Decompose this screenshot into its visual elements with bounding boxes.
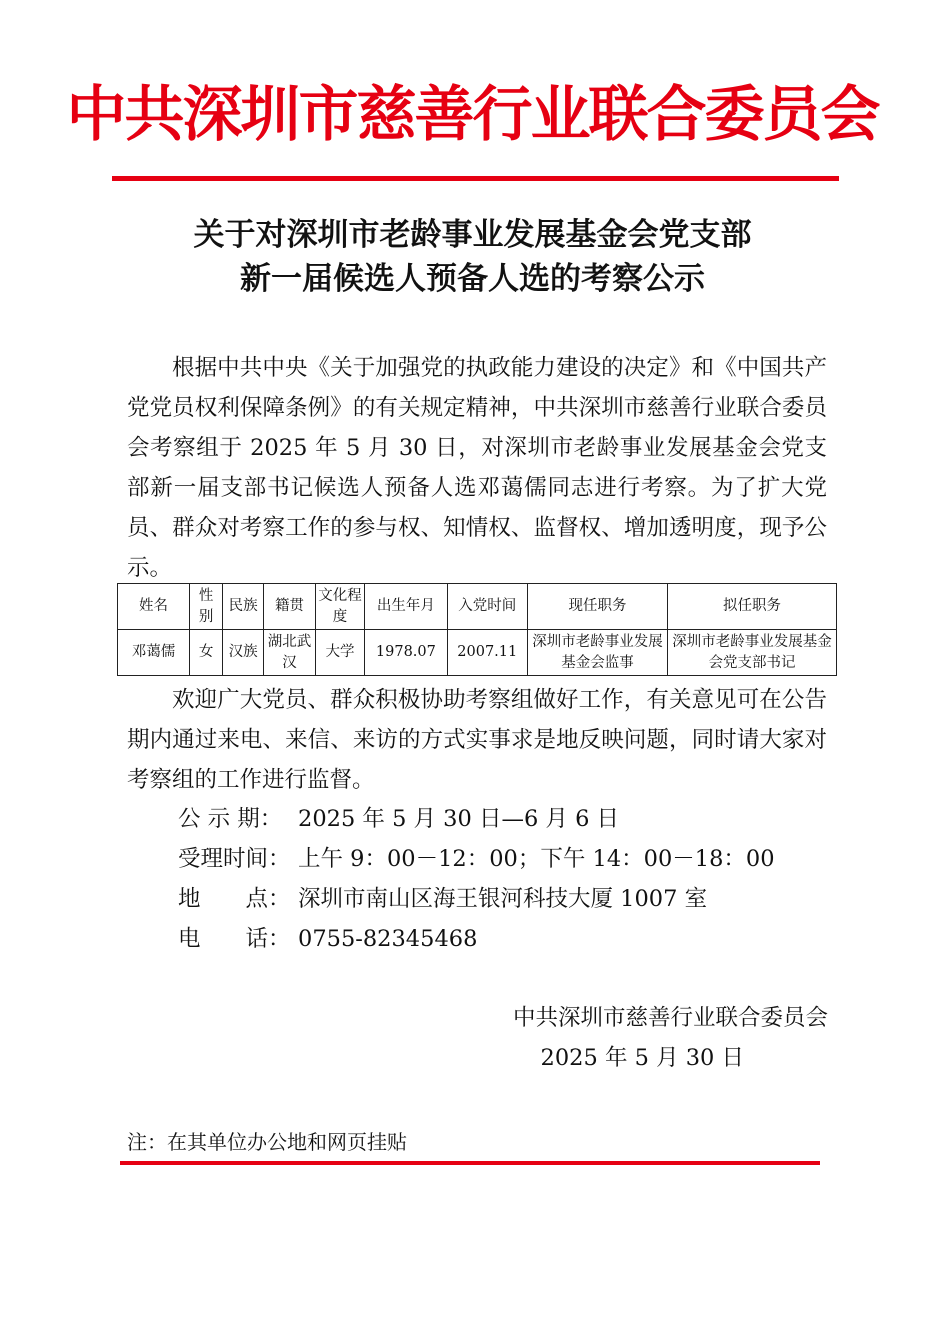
table-header-cell: 拟任职务 — [668, 584, 837, 630]
table-cell: 湖北武汉 — [264, 630, 316, 676]
phone-value: 0755-82345468 — [298, 926, 478, 952]
table-header-cell: 籍贯 — [264, 584, 316, 630]
table-header-cell: 文化程度 — [315, 584, 364, 630]
table-header-cell: 性别 — [190, 584, 223, 630]
address — [178, 879, 707, 919]
signature-org: 中共深圳市慈善行业联合委员会 — [512, 1005, 828, 1031]
table-header-cell: 民族 — [223, 584, 264, 630]
posting-note: 注：在其单位办公地和网页挂贴 — [127, 1130, 407, 1154]
table-cell: 女 — [190, 630, 223, 676]
phone-label: 电 话： — [178, 926, 291, 952]
office-hours-value: 上午 9：00－12：00；下午 14：00－18：00 — [298, 846, 775, 872]
table-cell: 深圳市老龄事业发展基金会监事 — [527, 630, 667, 676]
address-value: 深圳市南山区海王银河科技大厦 1007 室 — [298, 886, 708, 912]
address-label: 地 点： — [178, 886, 291, 912]
document-title-line-1: 关于对深圳市老龄事业发展基金会党支部 — [193, 217, 752, 253]
table-cell: 1978.07 — [365, 630, 447, 676]
table-header-row — [118, 584, 837, 630]
publicity-period-value: 2025 年 5 月 30 日—6 月 6 日 — [298, 806, 620, 832]
footer-red-rule — [120, 1161, 820, 1165]
table-header-cell: 现任职务 — [527, 584, 667, 630]
table-cell: 大学 — [315, 630, 364, 676]
phone — [178, 919, 477, 959]
table-cell: 深圳市老龄事业发展基金会党支部书记 — [668, 630, 837, 676]
table-cell: 2007.11 — [447, 630, 527, 676]
table-header-cell: 入党时间 — [447, 584, 527, 630]
publicity-period — [178, 799, 619, 839]
document-title-line-2: 新一届候选人预备人选的考察公示 — [240, 261, 705, 297]
office-hours-label: 受理时间： — [178, 846, 291, 872]
body-paragraph-2: 欢迎广大党员、群众积极协助考察组做好工作，有关意见可在公告期内通过来电、来信、来访的方式实事求是地反映问题，同时请大家对考察组的工作进行监督。 — [127, 687, 827, 793]
table-row — [118, 630, 837, 676]
table-header-cell: 出生年月 — [365, 584, 447, 630]
masthead-red-rule — [112, 176, 839, 181]
body-paragraph-1: 根据中共中央《关于加强党的执政能力建设的决定》和《中国共产党党员权利保障条例》的有关规定精神，中共深圳市慈善行业联合委员会考察组于 2025 年 5 月 30 日，对深圳市老龄事业发展基金会党支部新一届支部书记候选人预备人选邓蔼儒同志进行考察。为了扩大党员、群众对考察工作的参与权、知情权、监督权、增加透明度，现予公示。 — [127, 355, 827, 581]
signature-date: 2025 年 5 月 30 日 — [540, 1045, 744, 1071]
office-hours — [178, 839, 775, 879]
masthead-title: 中共深圳市慈善行业联合委员会 — [66, 80, 879, 150]
candidate-table — [117, 583, 837, 676]
table-header-cell: 姓名 — [118, 584, 190, 630]
publicity-period-label: 公 示 期： — [178, 806, 283, 832]
table-cell: 邓蔼儒 — [118, 630, 190, 676]
table-cell: 汉族 — [223, 630, 264, 676]
